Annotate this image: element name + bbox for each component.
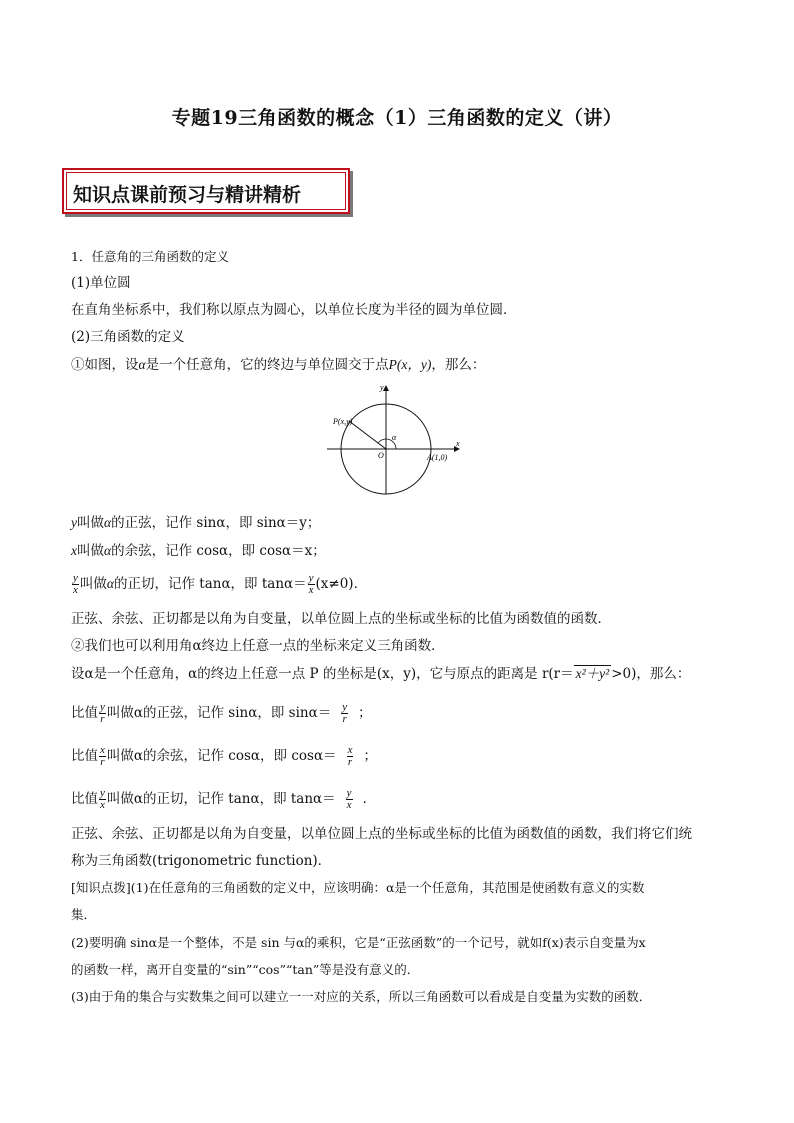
ratio-text: 叫做α的正切，记作 tanα，即 tanα＝: [106, 791, 336, 807]
intro-pre: ①如图，设: [71, 357, 139, 373]
note-1-line1: [知识点拨](1)在任意角的三角函数的定义中，应该明确：α是一个任意角，其范围是使函数有意义的实数: [71, 880, 645, 895]
fraction-num: y: [100, 701, 105, 713]
unit-circle-diagram: [325, 380, 465, 496]
second-method-setup: [71, 665, 690, 683]
fraction-den: r: [100, 713, 105, 725]
subheading-trig-definition: (2)三角函数的定义: [71, 329, 185, 345]
point-p: P(x，y): [388, 357, 432, 372]
tangent-text2: 的正切，记作 tanα，即 tanα＝: [113, 576, 307, 592]
section-banner: [62, 168, 350, 214]
ratio-text: 叫做α的正弦，记作 sinα，即 sinα＝: [106, 705, 332, 721]
sine-var: y: [71, 515, 77, 530]
alpha-label: α: [392, 433, 397, 442]
alpha-symbol: α: [104, 543, 112, 558]
fraction-num: x: [347, 744, 353, 756]
cosine-text1: 叫做: [77, 543, 104, 559]
ratio-pre: 比值: [71, 748, 98, 764]
ratio-pre: 比值: [71, 791, 98, 807]
ratio-value-fraction: [347, 745, 354, 768]
sine-text1: 叫做: [77, 515, 104, 531]
fraction-den: x: [100, 799, 105, 811]
cosine-definition: [71, 542, 326, 560]
note-2-line2: 的函数一样，离开自变量的“sin”“cos”“tan”等是没有意义的．: [71, 962, 420, 977]
cosine-text2: 的余弦，记作 cosα，即 cosα＝x；: [111, 543, 326, 559]
ratio-value-fraction: [346, 788, 353, 811]
ratio-fraction: [99, 745, 106, 768]
ratio-end: ；: [363, 748, 377, 764]
summary-1: 正弦、余弦、正切都是以角为自变量，以单位圆上点的坐标或坐标的比值为函数值的函数．: [71, 611, 611, 627]
note-1-line2: 集．: [71, 907, 97, 922]
cosine-var: x: [71, 543, 77, 558]
alpha-symbol: α: [104, 515, 112, 530]
terminal-side: [349, 421, 386, 449]
fraction-den: r: [347, 756, 353, 768]
fraction-num: y: [342, 701, 348, 713]
alpha-symbol: α: [106, 576, 114, 591]
fraction-den: r: [342, 713, 347, 725]
fraction-num: y: [100, 787, 105, 799]
fraction-num: y: [346, 787, 352, 799]
summary-2-line1: 正弦、余弦、正切都是以角为自变量，以单位圆上点的坐标或坐标的比值为函数值的函数，我们将它们统: [71, 826, 692, 842]
fraction-den: r: [100, 756, 105, 768]
setup-post: >0)，那么：: [611, 666, 691, 682]
fraction-den: x: [73, 584, 78, 596]
definition-intro: [71, 356, 485, 374]
subheading-unit-circle: (1)单位圆: [71, 275, 131, 291]
ratio-text: 叫做α的余弦，记作 cosα，即 cosα＝: [106, 748, 337, 764]
fraction-num: x: [100, 744, 105, 756]
sine-definition: [71, 514, 320, 532]
sine-text2: 的正弦，记作 sinα，即 sinα＝y；: [111, 515, 321, 531]
tangent-condition: (x≠0)．: [315, 576, 368, 592]
section-heading: [71, 248, 229, 266]
fraction-num: y: [73, 572, 78, 584]
note-2-line1: (2)要明确 sinα是一个整体，不是 sin 与α的乘积，它是“正弦函数”的一个记号，就如f(x)表示自变量为x: [71, 935, 646, 950]
alpha-symbol: α: [138, 357, 146, 372]
y-axis-label: y: [380, 383, 384, 392]
tangent-text1: 叫做: [79, 576, 107, 592]
fraction-num: y: [308, 572, 314, 584]
page-title: 专题19三角函数的概念（1）三角函数的定义（讲）: [171, 107, 623, 129]
unit-circle-definition: 在直角坐标系中，我们称以原点为圆心，以单位长度为半径的圆为单位圆．: [71, 302, 517, 318]
ratio-pre: 比值: [71, 705, 98, 721]
ratio-sine: [71, 702, 372, 725]
point-p-label: P(x,y): [333, 417, 353, 426]
tangent-fraction: [72, 573, 79, 596]
summary-2-line2: 称为三角函数(trigonometric function)．: [71, 853, 332, 869]
intro-post: ，那么：: [431, 357, 486, 373]
origin-label: O: [378, 451, 384, 460]
section-heading-text: 1．任意角的三角函数的定义: [71, 249, 229, 264]
tangent-definition: [71, 573, 367, 596]
ratio-end: ；: [358, 705, 372, 721]
banner-label: 知识点课前预习与精讲精析: [73, 184, 302, 206]
ratio-tangent: [71, 788, 376, 811]
intro-mid: 是一个任意角，它的终边与单位圆交于点: [145, 357, 389, 373]
fraction-den: x: [346, 799, 352, 811]
second-method-intro: ②我们也可以利用角α终边上任意一点的坐标来定义三角函数．: [71, 638, 445, 654]
ratio-fraction: [99, 788, 106, 811]
point-a-label: A(1,0): [427, 453, 448, 462]
ratio-fraction: [99, 702, 106, 725]
fraction-den: x: [308, 584, 314, 596]
note-3: (3)由于角的集合与实数集之间可以建立一一对应的关系，所以三角函数可以看成是自变量为实数的函数．: [71, 989, 652, 1004]
ratio-cosine: [71, 745, 377, 768]
sqrt-expression: x²＋y²: [575, 666, 610, 681]
ratio-value-fraction: [341, 702, 348, 725]
setup-pre: 设α是一个任意角，α的终边上任意一点 P 的坐标是(x，y)，它与原点的距离是 r(r＝: [71, 666, 574, 682]
ratio-end: ．: [362, 791, 377, 807]
tangent-value-fraction: [308, 573, 315, 596]
x-axis-label: x: [456, 439, 460, 448]
